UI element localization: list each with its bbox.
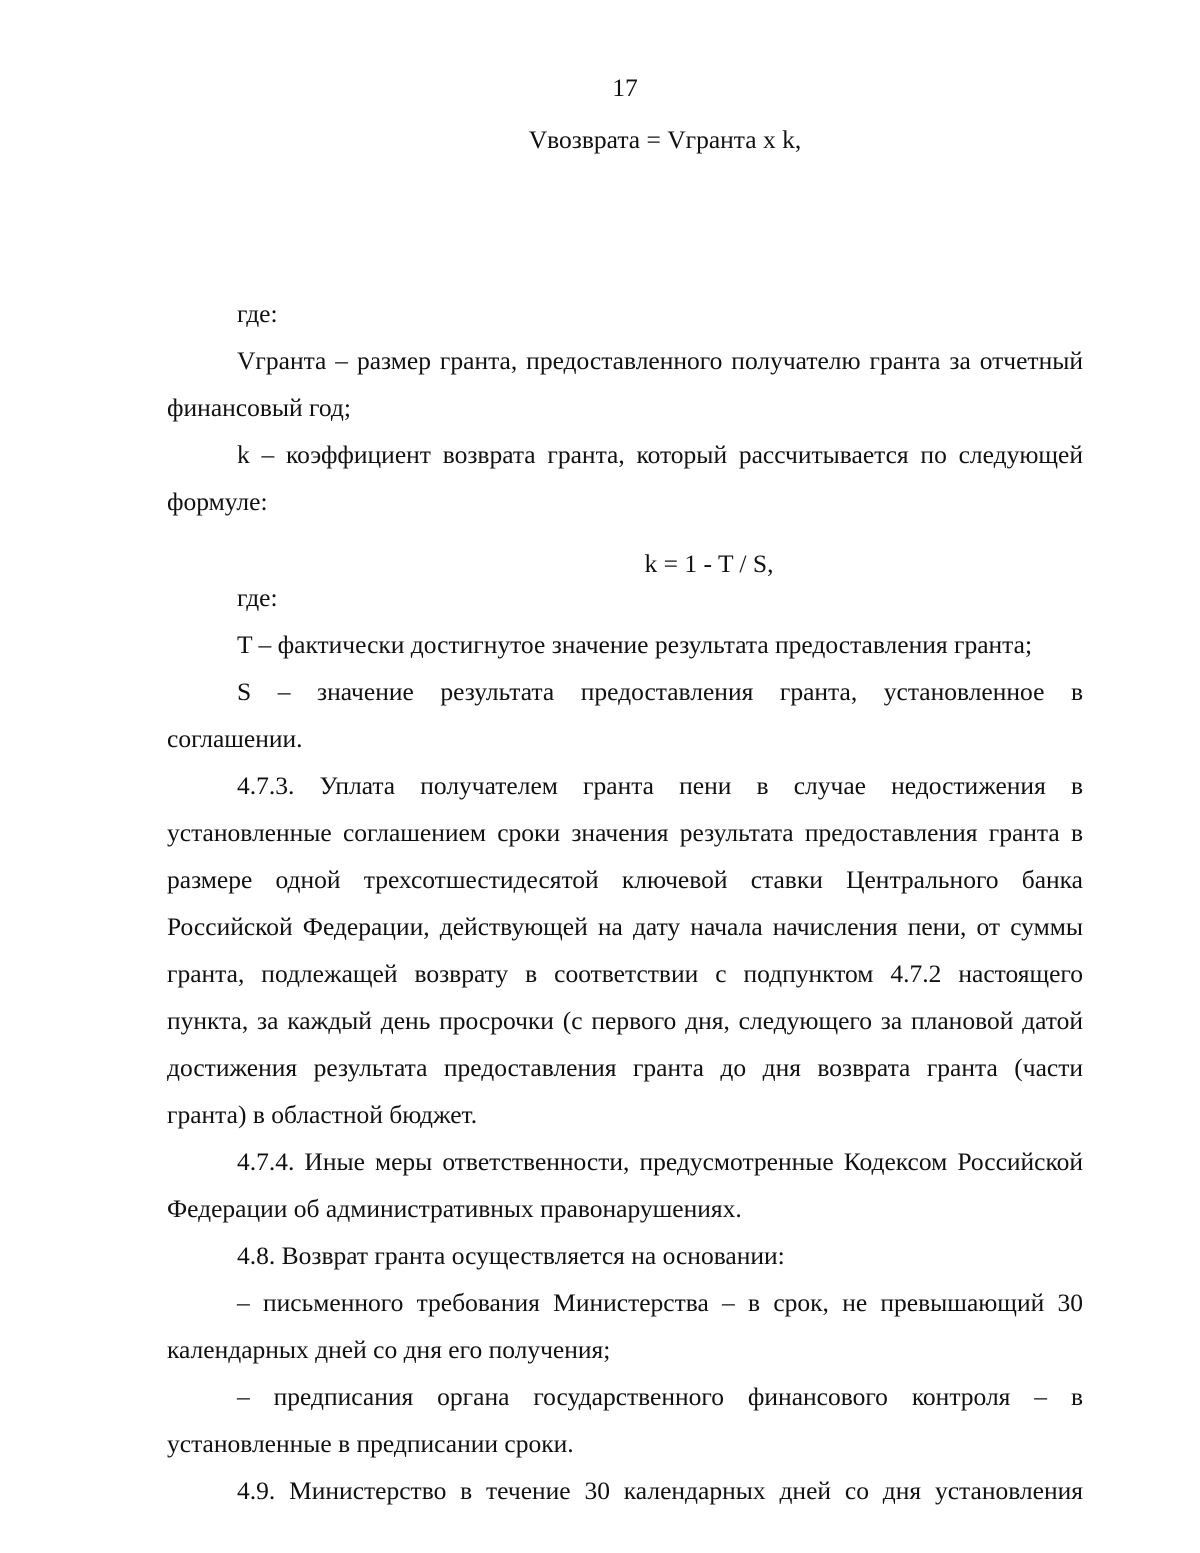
paragraph: – предписания органа государственного финансового контроля – в установленные в предписании сроки.	[167, 1382, 1083, 1458]
paragraph: 4.7.3. Уплата получателем гранта пени в случае недостижения в установленные соглашением сроки значения результата предоставления гранта в размере одной трехсотшестидесятой ключевой ставки Центрального банка Российской Федерации, действующей на дату начала начисления пени, от суммы гранта, подлежащей возврату в соответствии с подпунктом 4.7.2 настоящего пункта, за каждый день просрочки (с первого дня, следующего за плановой датой достижения результата предоставления гранта до дня возврата гранта (части гранта) в областной бюджет.	[167, 771, 1083, 1129]
text-block-1	[167, 290, 1083, 525]
paragraph: где:	[237, 299, 278, 328]
paragraph: S – значение результата предоставления гранта, установленное в соглашении.	[167, 677, 1083, 753]
paragraph: 4.9. Министерство в течение 30 календарных дней со дня установления	[237, 1476, 1083, 1505]
document-body	[167, 124, 1083, 1505]
formula-return-amount: Vвозврата = Vгранта x k,	[528, 125, 802, 154]
paragraph: 4.8. Возврат гранта осуществляется на основании:	[237, 1241, 785, 1270]
paragraph: T – фактически достигнутое значение результата предоставления гранта;	[237, 630, 1033, 659]
paragraph: 4.7.4. Иные меры ответственности, предусмотренные Кодексом Российской Федерации об административных правонарушениях.	[167, 1147, 1083, 1223]
page-number: 17	[612, 73, 638, 102]
paragraph: – письменного требования Министерства – в срок, не превышающий 30 календарных дней со дня его получения;	[167, 1288, 1083, 1364]
paragraph: k – коэффициент возврата гранта, который рассчитывается по следующей формуле:	[167, 440, 1083, 516]
paragraph: Vгранта – размер гранта, предоставленного получателю гранта за отчетный финансовый год;	[167, 346, 1083, 422]
text-block-2	[167, 574, 1083, 1514]
paragraph: где:	[237, 583, 278, 612]
formula-coefficient: k = 1 - T / S,	[644, 549, 774, 578]
